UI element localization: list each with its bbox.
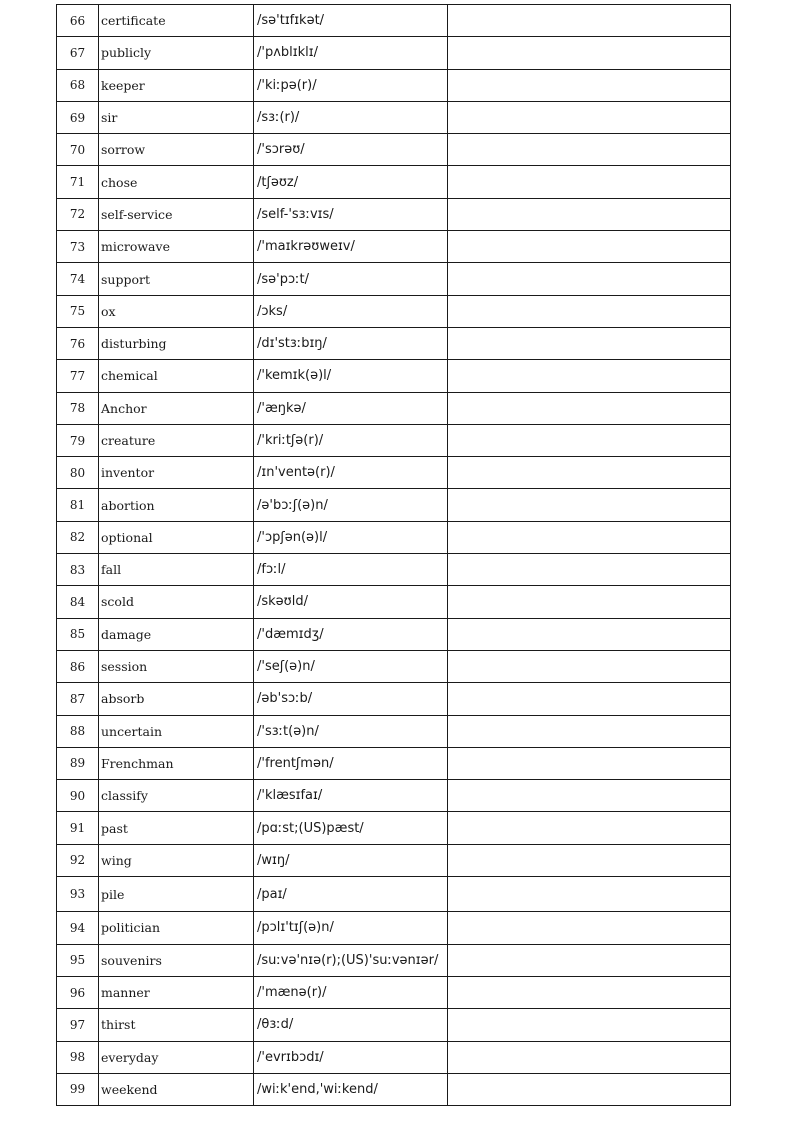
row-number-cell: 89	[57, 747, 99, 779]
table-row	[57, 489, 731, 521]
table-row	[57, 424, 731, 456]
table-row	[57, 1073, 731, 1105]
word-cell: keeper	[99, 69, 254, 101]
table-row	[57, 1041, 731, 1073]
notes-cell	[448, 5, 731, 37]
row-number-cell: 88	[57, 715, 99, 747]
table-row	[57, 650, 731, 682]
row-number-cell: 69	[57, 101, 99, 133]
word-cell: sir	[99, 101, 254, 133]
notes-cell	[448, 877, 731, 912]
row-number-cell: 92	[57, 844, 99, 876]
phonetic-cell: /'ɔpʃən(ə)l/	[254, 521, 448, 553]
word-cell: manner	[99, 976, 254, 1008]
table-row	[57, 812, 731, 844]
notes-cell	[448, 457, 731, 489]
row-number-cell: 66	[57, 5, 99, 37]
word-cell: disturbing	[99, 327, 254, 359]
phonetic-cell: /əb'sɔːb/	[254, 683, 448, 715]
table-row	[57, 198, 731, 230]
table-row	[57, 554, 731, 586]
phonetic-cell: /sə'tɪfɪkət/	[254, 5, 448, 37]
phonetic-cell: /ɪn'ventə(r)/	[254, 457, 448, 489]
table-row	[57, 683, 731, 715]
word-cell: abortion	[99, 489, 254, 521]
phonetic-cell: /'kiːpə(r)/	[254, 69, 448, 101]
table-row	[57, 877, 731, 912]
row-number-cell: 74	[57, 263, 99, 295]
phonetic-cell: /'klæsɪfaɪ/	[254, 780, 448, 812]
word-cell: microwave	[99, 231, 254, 263]
row-number-cell: 94	[57, 912, 99, 944]
row-number-cell: 70	[57, 134, 99, 166]
word-cell: Frenchman	[99, 747, 254, 779]
row-number-cell: 99	[57, 1073, 99, 1105]
notes-cell	[448, 683, 731, 715]
table-row	[57, 263, 731, 295]
table-row	[57, 134, 731, 166]
row-number-cell: 93	[57, 877, 99, 912]
word-cell: uncertain	[99, 715, 254, 747]
notes-cell	[448, 944, 731, 976]
word-cell: weekend	[99, 1073, 254, 1105]
row-number-cell: 86	[57, 650, 99, 682]
phonetic-cell: /ə'bɔːʃ(ə)n/	[254, 489, 448, 521]
notes-cell	[448, 198, 731, 230]
notes-cell	[448, 392, 731, 424]
phonetic-cell: /'sɔrəʊ/	[254, 134, 448, 166]
word-cell: optional	[99, 521, 254, 553]
phonetic-cell: /'dæmɪdʒ/	[254, 618, 448, 650]
word-cell: session	[99, 650, 254, 682]
word-cell: damage	[99, 618, 254, 650]
row-number-cell: 83	[57, 554, 99, 586]
notes-cell	[448, 263, 731, 295]
notes-cell	[448, 912, 731, 944]
word-cell: ox	[99, 295, 254, 327]
word-cell: scold	[99, 586, 254, 618]
row-number-cell: 91	[57, 812, 99, 844]
table-row	[57, 586, 731, 618]
notes-cell	[448, 812, 731, 844]
table-row	[57, 327, 731, 359]
row-number-cell: 76	[57, 327, 99, 359]
phonetic-cell: /'evrɪbɔdɪ/	[254, 1041, 448, 1073]
phonetic-cell: /'æŋkə/	[254, 392, 448, 424]
phonetic-cell: /sə'pɔːt/	[254, 263, 448, 295]
phonetic-cell: /'mænə(r)/	[254, 976, 448, 1008]
notes-cell	[448, 489, 731, 521]
phonetic-cell: /'seʃ(ə)n/	[254, 650, 448, 682]
row-number-cell: 73	[57, 231, 99, 263]
table-row	[57, 360, 731, 392]
table-row	[57, 1009, 731, 1041]
notes-cell	[448, 844, 731, 876]
phonetic-cell: /pɑːst;(US)pæst/	[254, 812, 448, 844]
phonetic-cell: /θɜːd/	[254, 1009, 448, 1041]
phonetic-cell: /suːvə'nɪə(r);(US)'suːvənɪər/	[254, 944, 448, 976]
phonetic-cell: /'frentʃmən/	[254, 747, 448, 779]
table-row	[57, 747, 731, 779]
word-cell: support	[99, 263, 254, 295]
row-number-cell: 67	[57, 37, 99, 69]
notes-cell	[448, 1009, 731, 1041]
word-cell: fall	[99, 554, 254, 586]
phonetic-cell: /paɪ/	[254, 877, 448, 912]
table-row	[57, 715, 731, 747]
row-number-cell: 96	[57, 976, 99, 1008]
table-row	[57, 844, 731, 876]
vocabulary-table	[56, 4, 731, 1106]
notes-cell	[448, 976, 731, 1008]
phonetic-cell: /tʃəʊz/	[254, 166, 448, 198]
row-number-cell: 72	[57, 198, 99, 230]
notes-cell	[448, 521, 731, 553]
notes-cell	[448, 1041, 731, 1073]
table-row	[57, 521, 731, 553]
notes-cell	[448, 715, 731, 747]
word-cell: past	[99, 812, 254, 844]
row-number-cell: 78	[57, 392, 99, 424]
phonetic-cell: /self-'sɜːvɪs/	[254, 198, 448, 230]
phonetic-cell: /wɪŋ/	[254, 844, 448, 876]
phonetic-cell: /'kemɪk(ə)l/	[254, 360, 448, 392]
word-cell: self-service	[99, 198, 254, 230]
notes-cell	[448, 134, 731, 166]
table-row	[57, 69, 731, 101]
phonetic-cell: /ɔks/	[254, 295, 448, 327]
word-cell: wing	[99, 844, 254, 876]
word-cell: thirst	[99, 1009, 254, 1041]
word-cell: absorb	[99, 683, 254, 715]
vocabulary-table-body	[57, 5, 731, 1106]
table-row	[57, 944, 731, 976]
word-cell: creature	[99, 424, 254, 456]
notes-cell	[448, 780, 731, 812]
phonetic-cell: /'kriːtʃə(r)/	[254, 424, 448, 456]
word-cell: chose	[99, 166, 254, 198]
phonetic-cell: /wiːk'end,'wiːkend/	[254, 1073, 448, 1105]
row-number-cell: 77	[57, 360, 99, 392]
word-cell: Anchor	[99, 392, 254, 424]
word-cell: souvenirs	[99, 944, 254, 976]
table-row	[57, 37, 731, 69]
phonetic-cell: /dɪ'stɜːbɪŋ/	[254, 327, 448, 359]
row-number-cell: 75	[57, 295, 99, 327]
phonetic-cell: /'pʌblɪklɪ/	[254, 37, 448, 69]
notes-cell	[448, 69, 731, 101]
row-number-cell: 71	[57, 166, 99, 198]
table-row	[57, 976, 731, 1008]
row-number-cell: 82	[57, 521, 99, 553]
phonetic-cell: /sɜː(r)/	[254, 101, 448, 133]
notes-cell	[448, 101, 731, 133]
row-number-cell: 87	[57, 683, 99, 715]
word-cell: everyday	[99, 1041, 254, 1073]
phonetic-cell: /'maɪkrəʊweɪv/	[254, 231, 448, 263]
word-cell: sorrow	[99, 134, 254, 166]
row-number-cell: 79	[57, 424, 99, 456]
row-number-cell: 97	[57, 1009, 99, 1041]
notes-cell	[448, 166, 731, 198]
notes-cell	[448, 554, 731, 586]
notes-cell	[448, 37, 731, 69]
word-cell: politician	[99, 912, 254, 944]
table-row	[57, 101, 731, 133]
phonetic-cell: /pɔlɪ'tɪʃ(ə)n/	[254, 912, 448, 944]
notes-cell	[448, 586, 731, 618]
phonetic-cell: /skəʊld/	[254, 586, 448, 618]
notes-cell	[448, 618, 731, 650]
notes-cell	[448, 1073, 731, 1105]
notes-cell	[448, 327, 731, 359]
notes-cell	[448, 424, 731, 456]
table-row	[57, 5, 731, 37]
notes-cell	[448, 231, 731, 263]
table-row	[57, 912, 731, 944]
word-cell: inventor	[99, 457, 254, 489]
table-row	[57, 166, 731, 198]
row-number-cell: 68	[57, 69, 99, 101]
table-row	[57, 392, 731, 424]
word-cell: classify	[99, 780, 254, 812]
word-cell: pile	[99, 877, 254, 912]
table-row	[57, 231, 731, 263]
table-row	[57, 457, 731, 489]
row-number-cell: 85	[57, 618, 99, 650]
notes-cell	[448, 360, 731, 392]
table-row	[57, 780, 731, 812]
word-cell: certificate	[99, 5, 254, 37]
row-number-cell: 95	[57, 944, 99, 976]
row-number-cell: 81	[57, 489, 99, 521]
row-number-cell: 84	[57, 586, 99, 618]
row-number-cell: 90	[57, 780, 99, 812]
word-cell: chemical	[99, 360, 254, 392]
notes-cell	[448, 295, 731, 327]
word-cell: publicly	[99, 37, 254, 69]
table-row	[57, 618, 731, 650]
notes-cell	[448, 650, 731, 682]
table-row	[57, 295, 731, 327]
row-number-cell: 80	[57, 457, 99, 489]
notes-cell	[448, 747, 731, 779]
phonetic-cell: /'sɜːt(ə)n/	[254, 715, 448, 747]
row-number-cell: 98	[57, 1041, 99, 1073]
phonetic-cell: /fɔːl/	[254, 554, 448, 586]
